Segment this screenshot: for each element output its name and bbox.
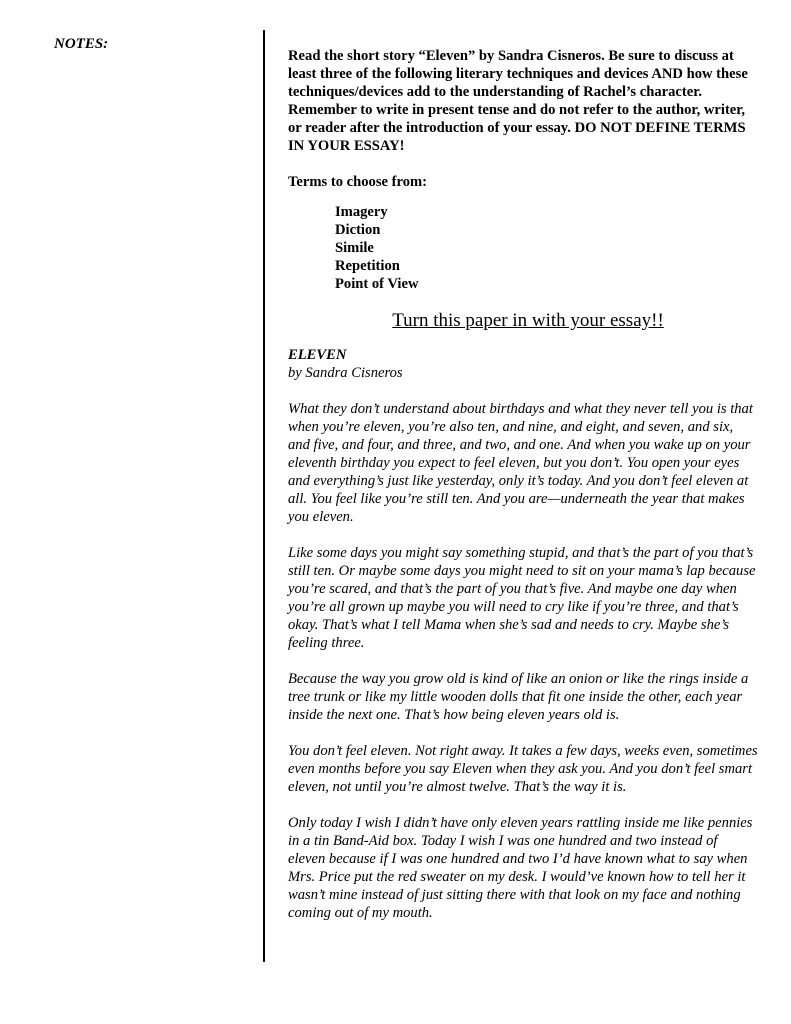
term-item: Imagery	[335, 204, 388, 220]
assignment-instructions: Read the short story “Eleven” by Sandra Cisneros. Be sure to discuss at least three of the following literary techniques and devices AND how these techniques/devices add to the understanding of Rachel’s character. Remember to write in present tense and do not refer to the author, writer, or reader after the introduction of your essay. DO NOT DEFINE TERMS IN YOUR ESSAY!	[288, 48, 748, 154]
story-paragraph: What they don’t understand about birthdays and what they never tell you is that when you’re eleven, you’re also ten, and nine, and eight, and seven, and six, and five, and four, and three, and two, and one. And when you wake up on your eleventh birthday you expect to feel eleven, but you don’t. You open your eyes and everything’s just like yesterday, only it’s today. And you don’t feel eleven at all. You feel like you’re still ten. And you are—underneath the year that makes you eleven.	[288, 401, 753, 525]
term-item: Simile	[335, 240, 374, 256]
terms-heading: Terms to choose from:	[288, 174, 428, 190]
term-item: Point of View	[335, 276, 419, 292]
document-body	[288, 47, 758, 922]
story-paragraph: Like some days you might say something stupid, and that’s the part of you that’s still ten. Or maybe some days you might need to sit on your mama’s lap because you’re scared, and that’s the part of you that’s five. And maybe one day when you’re all grown up maybe you will need to cry like if you’re three, and that’s okay. That’s what I tell Mama when she’s sad and needs to cry. Maybe she’s feeling three.	[288, 545, 756, 651]
story-paragraph: Only today I wish I didn’t have only eleven years rattling inside me like pennies in a tin Band-Aid box. Today I wish I was one hundred and two instead of eleven because if I was one hundred and two I’d have known what to say when Mrs. Price put the red sweater on my desk. I would’ve known how to tell her it wasn’t mine instead of just sitting there with that look on my face and nothing coming out of my mouth.	[288, 815, 753, 921]
turn-in-note: Turn this paper in with your essay!!	[392, 310, 664, 331]
term-item: Diction	[335, 222, 381, 238]
margin-divider	[263, 30, 265, 962]
story-paragraph: You don’t feel eleven. Not right away. It takes a few days, weeks even, sometimes even months before you say Eleven when they ask you. And you don’t feel smart eleven, not until you’re almost twelve. That’s the way it is.	[288, 743, 758, 795]
story-paragraph: Because the way you grow old is kind of like an onion or like the rings inside a tree trunk or like my little wooden dolls that fit one inside the other, each year inside the next one. That’s how being eleven years old is.	[288, 671, 749, 723]
notes-label: NOTES:	[54, 36, 109, 52]
story-title: ELEVEN	[288, 347, 347, 363]
term-item: Repetition	[335, 258, 400, 274]
story-author: by Sandra Cisneros	[288, 365, 403, 381]
story-text	[288, 400, 758, 922]
terms-list	[335, 203, 758, 293]
